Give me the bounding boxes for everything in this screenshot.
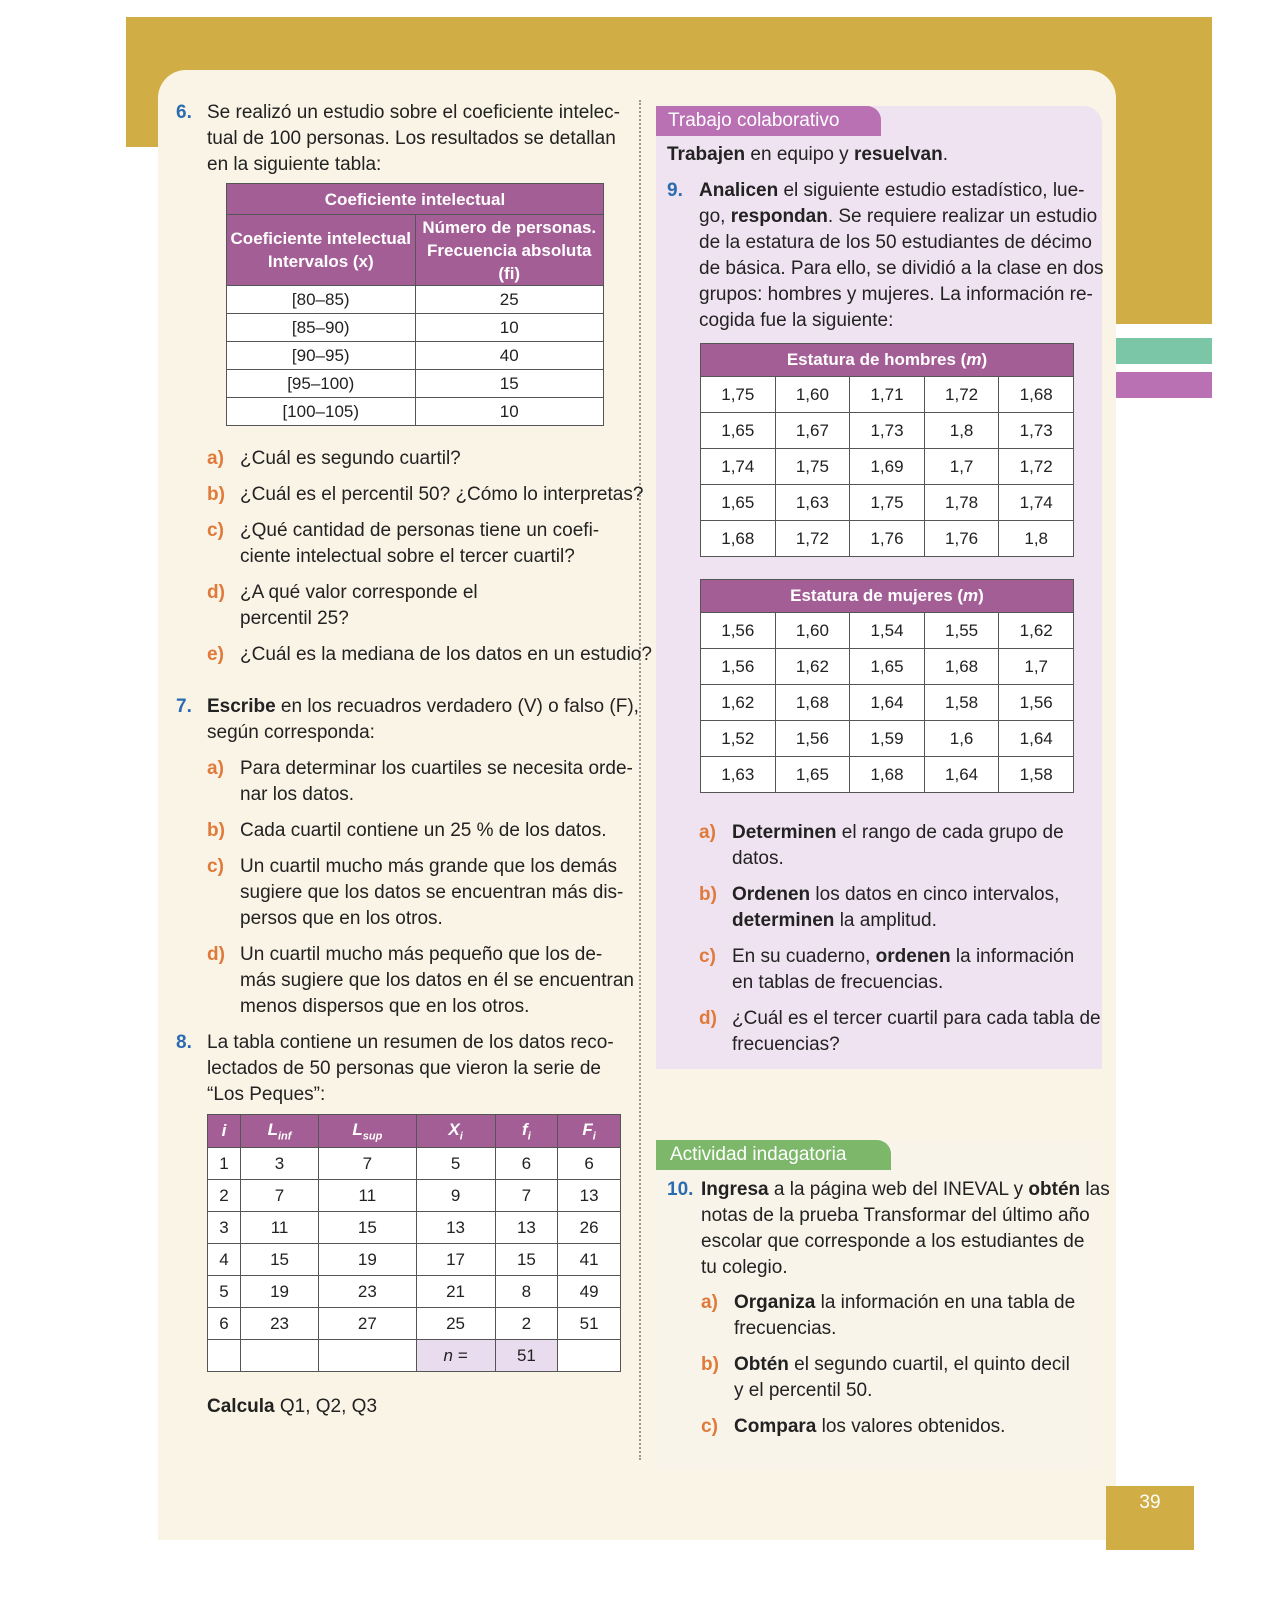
table-cell: 13 <box>558 1180 621 1212</box>
q10-text-1b: las <box>1080 1179 1110 1200</box>
table-cell: 1,68 <box>924 649 999 685</box>
q9-text-1 <box>699 178 1085 204</box>
q8-text-2: lectados de 50 personas que vieron la serie de <box>207 1058 601 1079</box>
freq-header-symbol: L <box>267 1119 278 1139</box>
q6-item-text: ¿Qué cantidad de personas tiene un coefi- <box>240 520 600 541</box>
side-tab-purple <box>1116 372 1212 398</box>
collab-intro-mid: en equipo y <box>745 144 854 165</box>
table-cell: [80–85) <box>227 286 416 314</box>
q6-text-1: Se realizó un estudio sobre el coeficiente intelec- <box>207 102 620 123</box>
table-row <box>701 685 1074 721</box>
table-cell: 1,54 <box>850 613 925 649</box>
table-cell: 1,8 <box>924 413 999 449</box>
table-cell: 17 <box>416 1244 495 1276</box>
table-cell: 1,75 <box>850 485 925 521</box>
q9-text-2b: . Se requiere realizar un estudio <box>827 206 1098 227</box>
q9-text-1-rest: el siguiente estudio estadístico, lue- <box>778 180 1085 201</box>
table-cell: 1,68 <box>775 685 850 721</box>
table-cell: 10 <box>415 314 604 342</box>
q9-item-text <box>732 882 1059 908</box>
q7-item-text: sugiere que los datos se encuentran más dis- <box>240 882 624 903</box>
q9-text-3: de la estatura de los 50 estudiantes de décimo <box>699 232 1092 253</box>
q7-item-text: más sugiere que los datos en él se encuentran <box>240 970 634 991</box>
table-cell: 1,52 <box>701 721 776 757</box>
table-row <box>208 1308 621 1340</box>
freq-header <box>495 1115 558 1148</box>
item-letter: c) <box>207 856 224 877</box>
freq-header <box>240 1115 318 1148</box>
iq-col-frequency: Número de personas. Frecuencia absoluta (fi) <box>415 215 604 286</box>
q6-item-text: ¿Cuál es el percentil 50? ¿Cómo lo interpretas? <box>240 484 644 505</box>
q9-item-rest: ¿Cuál es el tercer cuartil para cada tabla de <box>732 1008 1101 1029</box>
q8-calc-bold: Calcula <box>207 1396 275 1417</box>
collab-intro-b1: Trabajen <box>667 144 746 165</box>
q9-text-5: grupos: hombres y mujeres. La información re- <box>699 284 1093 305</box>
table-cell: 1,65 <box>701 413 776 449</box>
table-cell: 1,72 <box>999 449 1074 485</box>
q10-item-rest: la información en una tabla de <box>815 1292 1076 1313</box>
table-row <box>227 370 604 398</box>
freq-header-sub: sup <box>362 1130 383 1143</box>
q9-item-l2a: frecuencias? <box>732 1034 840 1055</box>
q10-item-text: frecuencias. <box>734 1318 837 1339</box>
table-cell: 1,68 <box>701 521 776 557</box>
table-row <box>701 485 1074 521</box>
iq-col-interval: Coeficiente intelectual Intervalos (x) <box>227 215 416 286</box>
women-title-text: Estatura de mujeres ( <box>790 586 964 605</box>
table-cell: 6 <box>558 1148 621 1180</box>
q10-item-bold: Compara <box>734 1416 817 1437</box>
table-cell: 1,58 <box>924 685 999 721</box>
q8-text-3: “Los Peques”: <box>207 1084 326 1105</box>
table-cell: 1,59 <box>850 721 925 757</box>
item-letter: d) <box>207 582 225 603</box>
q9-number: 9. <box>667 180 683 201</box>
table-cell: 41 <box>558 1244 621 1276</box>
men-title-unit: m <box>966 350 982 369</box>
table-cell: 1,65 <box>701 485 776 521</box>
table-cell: 15 <box>319 1212 416 1244</box>
q9-item-bold: Ordenen <box>732 884 811 905</box>
table-row <box>208 1148 621 1180</box>
q6-text-3: en la siguiente tabla: <box>207 154 382 175</box>
inquiry-tag: Actividad indagatoria <box>656 1140 891 1170</box>
table-row <box>208 1180 621 1212</box>
table-cell: 1,71 <box>850 377 925 413</box>
q9-item-text <box>732 908 937 934</box>
table-cell: 1,60 <box>775 377 850 413</box>
table-cell: 21 <box>416 1276 495 1308</box>
q9-item-l2a: datos. <box>732 848 784 869</box>
table-cell: [90–95) <box>227 342 416 370</box>
table-row <box>227 342 604 370</box>
women-table-title <box>701 580 1074 613</box>
table-cell: 9 <box>416 1180 495 1212</box>
q7-item-text: Cada cuartil contiene un 25 % de los datos. <box>240 820 607 841</box>
q7-bold: Escribe <box>207 696 276 717</box>
table-cell: 1,62 <box>701 685 776 721</box>
table-cell: 1,58 <box>999 757 1074 793</box>
q9-bold-1: Analicen <box>699 180 779 201</box>
table-cell: 5 <box>208 1276 241 1308</box>
table-cell: 3 <box>208 1212 241 1244</box>
q10-text-3: escolar que corresponde a los estudiantes de <box>701 1231 1085 1252</box>
men-height-table <box>700 343 1074 557</box>
freq-header-symbol: f <box>522 1119 528 1139</box>
table-row <box>701 413 1074 449</box>
q7-item-text: Para determinar los cuartiles se necesita orde- <box>240 758 633 779</box>
women-title-close: ) <box>978 586 984 605</box>
q9-item-text <box>732 1006 1101 1032</box>
table-cell: 1,64 <box>924 757 999 793</box>
n-value: 51 <box>495 1340 558 1372</box>
freq-header-sub: i <box>459 1130 463 1143</box>
q10-item-rest: el segundo cuartil, el quinto decil <box>788 1354 1070 1375</box>
table-cell: 15 <box>240 1244 318 1276</box>
table-cell: 1,68 <box>999 377 1074 413</box>
freq-header-symbol: F <box>582 1119 593 1139</box>
table-cell: 51 <box>558 1308 621 1340</box>
q10-text-2: notas de la prueba Transformar del último año <box>701 1205 1090 1226</box>
table-cell: 40 <box>415 342 604 370</box>
table-cell: 3 <box>240 1148 318 1180</box>
table-cell: 5 <box>416 1148 495 1180</box>
table-row <box>227 286 604 314</box>
table-cell: 1,73 <box>850 413 925 449</box>
q9-text-6: cogida fue la siguiente: <box>699 310 894 331</box>
q8-text-1: La tabla contiene un resumen de los datos reco- <box>207 1032 614 1053</box>
q7-item-text: nar los datos. <box>240 784 355 805</box>
q10-text-4: tu colegio. <box>701 1257 788 1278</box>
q6-item-text: ¿A qué valor corresponde el <box>240 582 478 603</box>
item-letter: c) <box>699 946 716 967</box>
q9-item-l2a: en tablas de frecuencias. <box>732 972 944 993</box>
side-band <box>1116 100 1212 324</box>
column-divider <box>639 100 641 1460</box>
table-cell: 26 <box>558 1212 621 1244</box>
q8-number: 8. <box>176 1032 192 1053</box>
women-height-table <box>700 579 1074 793</box>
q6-item-text: ciente intelectual sobre el tercer cuartil? <box>240 546 575 567</box>
table-cell: 49 <box>558 1276 621 1308</box>
table-row <box>208 1244 621 1276</box>
freq-header-symbol: X <box>448 1119 460 1139</box>
q10-item-text: y el percentil 50. <box>734 1380 873 1401</box>
q10-item-rest: los valores obtenidos. <box>816 1416 1006 1437</box>
table-cell: 4 <box>208 1244 241 1276</box>
item-letter: c) <box>207 520 224 541</box>
q9-item-text <box>732 1032 840 1058</box>
table-cell: 1,64 <box>999 721 1074 757</box>
table-cell: [95–100) <box>227 370 416 398</box>
item-letter: b) <box>699 884 717 905</box>
table-row <box>701 757 1074 793</box>
side-tab-green <box>1116 338 1212 364</box>
q9-item-rest: el rango de cada grupo de <box>836 822 1064 843</box>
item-letter: e) <box>207 644 224 665</box>
q10-item-bold: Obtén <box>734 1354 789 1375</box>
table-row <box>701 721 1074 757</box>
q10-item-text <box>734 1290 1075 1316</box>
table-cell: 11 <box>319 1180 416 1212</box>
table-cell: 13 <box>416 1212 495 1244</box>
q6-number: 6. <box>176 102 192 123</box>
table-cell: 2 <box>208 1180 241 1212</box>
item-letter: a) <box>207 448 224 469</box>
q6-item-text: percentil 25? <box>240 608 349 629</box>
q7-item-text: Un cuartil mucho más pequeño que los de- <box>240 944 603 965</box>
q9-item-text <box>732 846 784 872</box>
table-cell: 1,64 <box>850 685 925 721</box>
table-cell: 23 <box>240 1308 318 1340</box>
table-cell: 6 <box>208 1308 241 1340</box>
q7-item-text: persos que en los otros. <box>240 908 443 929</box>
table-cell: 13 <box>495 1212 558 1244</box>
table-cell: 1,7 <box>924 449 999 485</box>
iq-table-title: Coeficiente intelectual <box>227 184 604 215</box>
q10-bold-2: obtén <box>1028 1179 1081 1200</box>
table-cell: 1,6 <box>924 721 999 757</box>
item-letter: b) <box>207 484 225 505</box>
table-cell: 6 <box>495 1148 558 1180</box>
q9-text-4: de básica. Para ello, se dividió a la clase en dos <box>699 258 1104 279</box>
q9-item-bold2: determinen <box>732 910 835 931</box>
n-label: n = <box>416 1340 495 1372</box>
table-cell: 1,67 <box>775 413 850 449</box>
freq-header-sub: i <box>592 1130 596 1143</box>
table-cell: 7 <box>319 1148 416 1180</box>
q9-item-text <box>732 970 943 996</box>
item-letter: c) <box>701 1416 718 1437</box>
q9-item-pre: En su cuaderno, <box>732 946 876 967</box>
item-letter: a) <box>207 758 224 779</box>
table-cell: 1,56 <box>775 721 850 757</box>
freq-header-symbol: L <box>352 1119 363 1139</box>
n-row-empty <box>319 1340 416 1372</box>
table-cell: 1,56 <box>701 649 776 685</box>
q10-item-text <box>734 1414 1005 1440</box>
q9-item-rest: los datos en cinco intervalos, <box>810 884 1060 905</box>
table-cell: 1,63 <box>701 757 776 793</box>
table-cell: 1,75 <box>775 449 850 485</box>
table-cell: 1,72 <box>924 377 999 413</box>
table-cell: 1,73 <box>999 413 1074 449</box>
q9-text-2 <box>699 204 1097 230</box>
table-cell: 1,68 <box>850 757 925 793</box>
table-cell: 25 <box>416 1308 495 1340</box>
men-table-title <box>701 344 1074 377</box>
n-row-empty <box>208 1340 241 1372</box>
women-title-unit: m <box>963 586 979 605</box>
q7-text-2: según corresponda: <box>207 722 375 743</box>
q9-item-bold: ordenen <box>875 946 951 967</box>
table-cell: 1,74 <box>999 485 1074 521</box>
table-cell: 2 <box>495 1308 558 1340</box>
q9-item-l2b: la amplitud. <box>834 910 937 931</box>
q9-item-text <box>732 944 1074 970</box>
iq-table <box>226 183 604 426</box>
table-row <box>227 398 604 426</box>
q7-text-1 <box>207 694 639 720</box>
q6-item-text: ¿Cuál es segundo cuartil? <box>240 448 461 469</box>
table-cell: 1 <box>208 1148 241 1180</box>
table-cell: 1,76 <box>850 521 925 557</box>
freq-header-sub: i <box>527 1130 531 1143</box>
n-row-empty <box>558 1340 621 1372</box>
q10-text-1a: a la página web del INEVAL y <box>768 1179 1029 1200</box>
q7-rest: en los recuadros verdadero (V) o falso (F), <box>275 696 639 717</box>
table-row <box>208 1212 621 1244</box>
q10-item-bold: Organiza <box>734 1292 816 1313</box>
table-row <box>208 1276 621 1308</box>
table-cell: 1,63 <box>775 485 850 521</box>
table-cell: 15 <box>495 1244 558 1276</box>
table-row <box>701 521 1074 557</box>
q8-calc-rest: Q1, Q2, Q3 <box>274 1396 378 1417</box>
men-title-close: ) <box>981 350 988 369</box>
q6-item-text: ¿Cuál es la mediana de los datos en un estudio? <box>240 644 652 665</box>
collab-intro-b2: resuelvan <box>853 144 943 165</box>
q9-item-rest: la información <box>950 946 1075 967</box>
q10-text-1 <box>701 1177 1110 1203</box>
table-cell: 1,62 <box>999 613 1074 649</box>
q8-calc <box>207 1394 377 1420</box>
item-letter: d) <box>699 1008 717 1029</box>
item-letter: b) <box>207 820 225 841</box>
table-cell: 1,55 <box>924 613 999 649</box>
item-letter: a) <box>701 1292 718 1313</box>
table-cell: 15 <box>415 370 604 398</box>
q7-item-text: menos dispersos que en los otros. <box>240 996 530 1017</box>
freq-header-sub: inf <box>278 1130 292 1143</box>
men-title-text: Estatura de hombres ( <box>786 350 967 369</box>
table-cell: 1,7 <box>999 649 1074 685</box>
table-cell: 1,76 <box>924 521 999 557</box>
q10-item-text <box>734 1352 1070 1378</box>
table-cell: 1,62 <box>775 649 850 685</box>
table-cell: 1,56 <box>999 685 1074 721</box>
q9-item-text <box>732 820 1064 846</box>
table-cell: 1,78 <box>924 485 999 521</box>
collab-intro <box>667 142 948 168</box>
table-cell: 7 <box>495 1180 558 1212</box>
table-cell: 27 <box>319 1308 416 1340</box>
freq-header-symbol: i <box>221 1121 227 1140</box>
table-cell: 1,72 <box>775 521 850 557</box>
table-cell: 10 <box>415 398 604 426</box>
page-number: 39 <box>1106 1486 1194 1550</box>
table-cell: 1,74 <box>701 449 776 485</box>
q7-item-text: Un cuartil mucho más grande que los demás <box>240 856 618 877</box>
table-cell: 1,69 <box>850 449 925 485</box>
q10-number: 10. <box>667 1179 694 1200</box>
table-cell: 23 <box>319 1276 416 1308</box>
table-row <box>701 377 1074 413</box>
table-cell: 1,75 <box>701 377 776 413</box>
q6-text-2: tual de 100 personas. Los resultados se detallan <box>207 128 616 149</box>
table-cell: 19 <box>240 1276 318 1308</box>
item-letter: d) <box>207 944 225 965</box>
table-row <box>701 613 1074 649</box>
q9-text-2a: go, <box>699 206 731 227</box>
freq-header <box>416 1115 495 1148</box>
table-cell: 7 <box>240 1180 318 1212</box>
table-cell: [100–105) <box>227 398 416 426</box>
table-row <box>701 449 1074 485</box>
table-row <box>701 649 1074 685</box>
frequency-table <box>207 1114 621 1372</box>
table-cell: 25 <box>415 286 604 314</box>
item-letter: a) <box>699 822 716 843</box>
table-cell: 1,65 <box>850 649 925 685</box>
table-cell: 1,65 <box>775 757 850 793</box>
collab-tag: Trabajo colaborativo <box>656 106 881 136</box>
collab-intro-end: . <box>942 144 948 165</box>
table-cell: 1,8 <box>999 521 1074 557</box>
table-cell: 1,56 <box>701 613 776 649</box>
freq-header <box>319 1115 416 1148</box>
table-cell: 19 <box>319 1244 416 1276</box>
freq-header <box>208 1115 241 1148</box>
table-cell: 11 <box>240 1212 318 1244</box>
q7-number: 7. <box>176 696 192 717</box>
table-cell: 8 <box>495 1276 558 1308</box>
table-cell: 1,60 <box>775 613 850 649</box>
q9-bold-2: respondan <box>730 206 828 227</box>
item-letter: b) <box>701 1354 719 1375</box>
table-row <box>227 314 604 342</box>
table-cell: [85–90) <box>227 314 416 342</box>
freq-header <box>558 1115 621 1148</box>
q9-item-bold: Determinen <box>732 822 837 843</box>
n-row-empty <box>240 1340 318 1372</box>
q10-bold-1: Ingresa <box>701 1179 769 1200</box>
